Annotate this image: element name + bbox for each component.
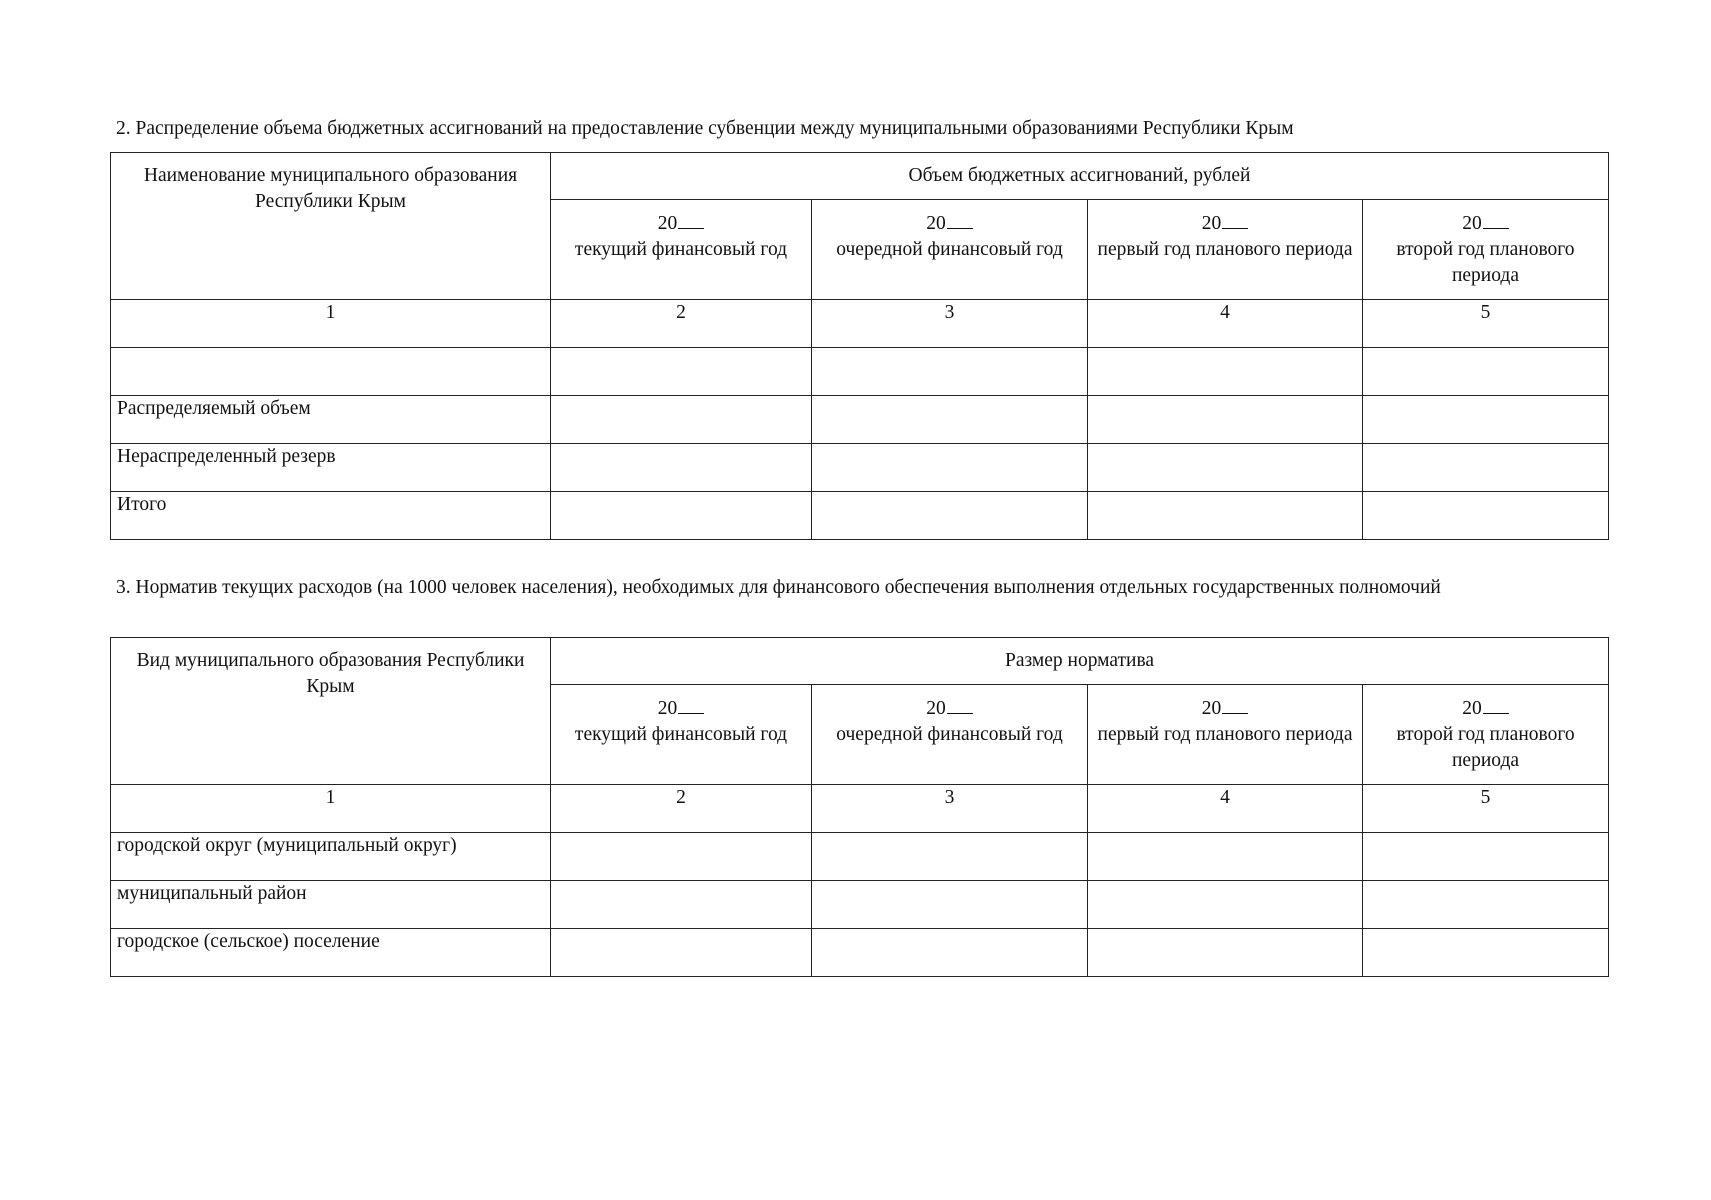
table-cell bbox=[551, 833, 812, 881]
year-header-label: текущий финансовый год bbox=[574, 724, 788, 745]
year-header-next bbox=[812, 200, 1088, 300]
year-header-plan-1 bbox=[1088, 685, 1363, 785]
column-number: 3 bbox=[812, 785, 1088, 833]
column-number: 5 bbox=[1363, 300, 1609, 348]
column-number: 4 bbox=[1088, 300, 1363, 348]
table-cell bbox=[1088, 444, 1363, 492]
column-number: 4 bbox=[1088, 785, 1363, 833]
expense-norm-table bbox=[110, 637, 1609, 977]
table-cell bbox=[1363, 348, 1609, 396]
header-row bbox=[111, 638, 1609, 685]
table-cell bbox=[551, 929, 812, 977]
year-header-plan-2 bbox=[1363, 200, 1609, 300]
year-header-label: текущий финансовый год bbox=[574, 239, 788, 260]
table-cell bbox=[812, 444, 1088, 492]
column-number-row bbox=[111, 785, 1609, 833]
year-header-plan-1 bbox=[1088, 200, 1363, 300]
column-number: 1 bbox=[111, 300, 551, 348]
table-cell bbox=[1363, 929, 1609, 977]
table-row bbox=[111, 348, 1609, 396]
section-2-title: 2. Распределение объема бюджетных ассигнований на предоставление субвенции между муниципальными образованиями Республики Крым bbox=[116, 118, 1294, 139]
table-cell bbox=[551, 348, 812, 396]
column-number: 2 bbox=[551, 785, 812, 833]
table-cell bbox=[1088, 492, 1363, 540]
row-label: Распределяемый объем bbox=[111, 396, 551, 444]
table-cell bbox=[1363, 881, 1609, 929]
table-cell bbox=[1363, 833, 1609, 881]
table-cell bbox=[1088, 881, 1363, 929]
header-row bbox=[111, 153, 1609, 200]
row-label: Нераспределенный резерв bbox=[111, 444, 551, 492]
year-header-next bbox=[812, 685, 1088, 785]
table-cell bbox=[1363, 492, 1609, 540]
year-header-label: очередной финансовый год bbox=[836, 724, 1063, 745]
table-row bbox=[111, 881, 1609, 929]
year-header-label: первый год планового периода bbox=[1097, 724, 1353, 745]
table-cell bbox=[1363, 396, 1609, 444]
table-cell bbox=[812, 833, 1088, 881]
year-label: 20 bbox=[1094, 210, 1356, 237]
table-cell bbox=[551, 492, 812, 540]
table-cell bbox=[1088, 833, 1363, 881]
year-label: 20 bbox=[1369, 210, 1602, 237]
budget-volume-header: Объем бюджетных ассигнований, рублей bbox=[551, 153, 1609, 200]
municipality-type-header: Вид муниципального образования Республики Крым bbox=[111, 638, 551, 785]
table-cell bbox=[812, 396, 1088, 444]
table-row bbox=[111, 492, 1609, 540]
table-cell bbox=[812, 881, 1088, 929]
year-header-current bbox=[551, 685, 812, 785]
table-row bbox=[111, 833, 1609, 881]
column-number: 1 bbox=[111, 785, 551, 833]
year-header-label: первый год планового периода bbox=[1097, 239, 1353, 260]
table-cell bbox=[551, 881, 812, 929]
column-number: 5 bbox=[1363, 785, 1609, 833]
table-cell bbox=[551, 396, 812, 444]
year-header-plan-2 bbox=[1363, 685, 1609, 785]
year-label: 20 bbox=[818, 210, 1081, 237]
section-3-title: 3. Норматив текущих расходов (на 1000 человек населения), необходимых для финансового обеспечения выполнения отдельных государственных полномочий bbox=[116, 577, 1441, 598]
table-cell bbox=[1088, 929, 1363, 977]
year-header-current bbox=[551, 200, 812, 300]
row-label: Итого bbox=[111, 492, 551, 540]
year-label: 20 bbox=[1094, 695, 1356, 722]
column-number: 2 bbox=[551, 300, 812, 348]
table-cell bbox=[812, 929, 1088, 977]
table-row bbox=[111, 396, 1609, 444]
year-header-label: второй год планового периода bbox=[1396, 239, 1575, 286]
year-label: 20 bbox=[557, 210, 805, 237]
year-header-label: второй год планового периода bbox=[1396, 724, 1575, 771]
row-label bbox=[111, 348, 551, 396]
municipality-name-header: Наименование муниципального образования Республики Крым bbox=[111, 153, 551, 300]
table-row bbox=[111, 444, 1609, 492]
table-cell bbox=[551, 444, 812, 492]
column-number: 3 bbox=[812, 300, 1088, 348]
table-cell bbox=[1088, 396, 1363, 444]
table-cell bbox=[812, 492, 1088, 540]
budget-allocation-table bbox=[110, 152, 1609, 540]
norm-size-header: Размер норматива bbox=[551, 638, 1609, 685]
row-label: муниципальный район bbox=[111, 881, 551, 929]
year-label: 20 bbox=[818, 695, 1081, 722]
column-number-row bbox=[111, 300, 1609, 348]
table-cell bbox=[1088, 348, 1363, 396]
year-label: 20 bbox=[557, 695, 805, 722]
year-header-label: очередной финансовый год bbox=[836, 239, 1063, 260]
year-label: 20 bbox=[1369, 695, 1602, 722]
table-row bbox=[111, 929, 1609, 977]
table-cell bbox=[1363, 444, 1609, 492]
row-label: городское (сельское) поселение bbox=[111, 929, 551, 977]
row-label: городской округ (муниципальный округ) bbox=[111, 833, 551, 881]
table-cell bbox=[812, 348, 1088, 396]
